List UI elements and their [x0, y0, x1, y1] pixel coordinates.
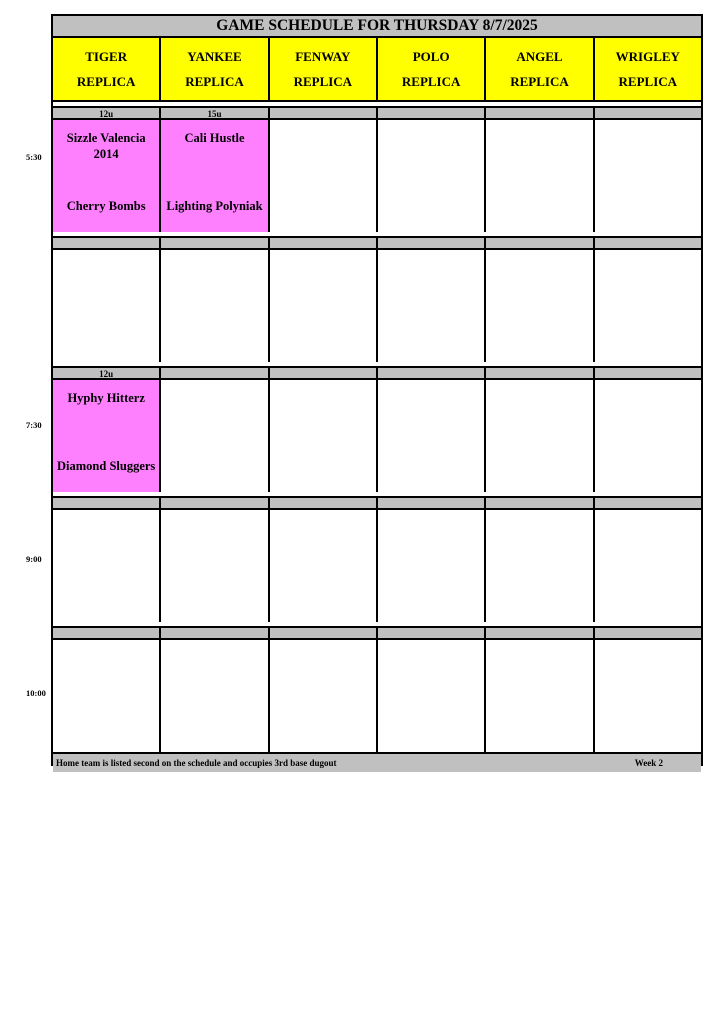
field-header-angel [486, 38, 594, 100]
age-division-label [486, 498, 594, 508]
footer-note: Home team is listed second on the schedule and occupies 3rd base dugout [56, 758, 337, 768]
field-name: POLO [412, 48, 450, 64]
empty-cell [486, 120, 594, 232]
age-division-label [378, 628, 486, 638]
age-division-label [595, 108, 701, 118]
game-row [53, 510, 701, 622]
empty-cell [486, 510, 594, 622]
empty-cell [595, 120, 701, 232]
age-division-label [378, 238, 486, 248]
field-name: FENWAY [295, 48, 351, 64]
empty-cell [53, 250, 161, 362]
age-division-row [53, 496, 701, 510]
field-header-wrigley [595, 38, 701, 100]
field-name: YANKEE [187, 48, 242, 64]
field-subtitle: REPLICA [76, 73, 136, 89]
age-division-label: 12u [53, 108, 161, 118]
schedule-table [51, 14, 703, 766]
time-slots [53, 102, 701, 752]
field-header-fenway [270, 38, 378, 100]
empty-cell [161, 380, 269, 492]
age-division-label [595, 628, 701, 638]
field-header-yankee [161, 38, 269, 100]
schedule-title: GAME SCHEDULE FOR THURSDAY 8/7/2025 [53, 16, 701, 38]
empty-cell [486, 640, 594, 752]
empty-cell [486, 250, 594, 362]
field-header-tiger [53, 38, 161, 100]
age-division-label: 12u [53, 368, 161, 378]
age-division-label [270, 108, 378, 118]
empty-cell [378, 250, 486, 362]
empty-cell [270, 250, 378, 362]
empty-cell [270, 640, 378, 752]
home-team: Cherry Bombs [66, 199, 146, 213]
age-division-label [161, 628, 269, 638]
age-division-row [53, 366, 701, 380]
age-division-label [270, 628, 378, 638]
empty-cell [595, 640, 701, 752]
age-division-label [161, 498, 269, 508]
empty-cell [595, 380, 701, 492]
empty-cell [53, 640, 161, 752]
age-division-label [378, 498, 486, 508]
game-row [53, 120, 701, 232]
game-cell [161, 120, 269, 232]
footer-bar [53, 752, 701, 772]
empty-cell [378, 380, 486, 492]
empty-cell [53, 510, 161, 622]
field-header-polo [378, 38, 486, 100]
game-cell [53, 120, 161, 232]
age-division-row [53, 106, 701, 120]
visiting-team: Sizzle Valencia 2014 [66, 131, 146, 161]
empty-cell [161, 250, 269, 362]
game-row [53, 380, 701, 492]
visiting-team: Cali Hustle [184, 131, 245, 145]
age-division-label [270, 498, 378, 508]
age-division-label [486, 628, 594, 638]
home-team: Lighting Polyniak [166, 199, 263, 213]
field-header-row [53, 38, 701, 102]
age-division-label [270, 238, 378, 248]
week-label: Week 2 [634, 758, 663, 768]
empty-cell [378, 120, 486, 232]
field-subtitle: REPLICA [293, 73, 353, 89]
age-division-label [270, 368, 378, 378]
empty-cell [378, 510, 486, 622]
time-label: 10:00 [26, 688, 46, 698]
age-division-label [595, 368, 701, 378]
field-subtitle: REPLICA [401, 73, 461, 89]
field-name: TIGER [85, 48, 128, 64]
age-division-label [595, 498, 701, 508]
age-division-label [595, 238, 701, 248]
field-subtitle: REPLICA [618, 73, 678, 89]
age-division-label [486, 108, 594, 118]
age-division-label [378, 108, 486, 118]
time-label: 7:30 [26, 420, 42, 430]
age-division-label [53, 628, 161, 638]
field-subtitle: REPLICA [510, 73, 569, 89]
age-division-label [161, 238, 269, 248]
field-name: WRIGLEY [615, 48, 680, 64]
time-label: 9:00 [26, 554, 42, 564]
age-division-row [53, 236, 701, 250]
empty-cell [270, 510, 378, 622]
visiting-team: Hyphy Hitterz [67, 391, 145, 405]
empty-cell [270, 380, 378, 492]
empty-cell [595, 250, 701, 362]
time-label: 5:30 [26, 152, 42, 162]
age-division-label [161, 368, 269, 378]
age-division-row [53, 626, 701, 640]
empty-cell [486, 380, 594, 492]
age-division-label: 15u [161, 108, 269, 118]
home-team: Diamond Sluggers [57, 459, 156, 473]
game-row [53, 640, 701, 752]
empty-cell [161, 640, 269, 752]
empty-cell [161, 510, 269, 622]
field-name: ANGEL [516, 48, 563, 64]
age-division-label [53, 498, 161, 508]
age-division-label [53, 238, 161, 248]
game-row [53, 250, 701, 362]
age-division-label [378, 368, 486, 378]
empty-cell [595, 510, 701, 622]
empty-cell [378, 640, 486, 752]
age-division-label [486, 368, 594, 378]
age-division-label [486, 238, 594, 248]
field-subtitle: REPLICA [185, 73, 244, 89]
empty-cell [270, 120, 378, 232]
game-cell [53, 380, 161, 492]
